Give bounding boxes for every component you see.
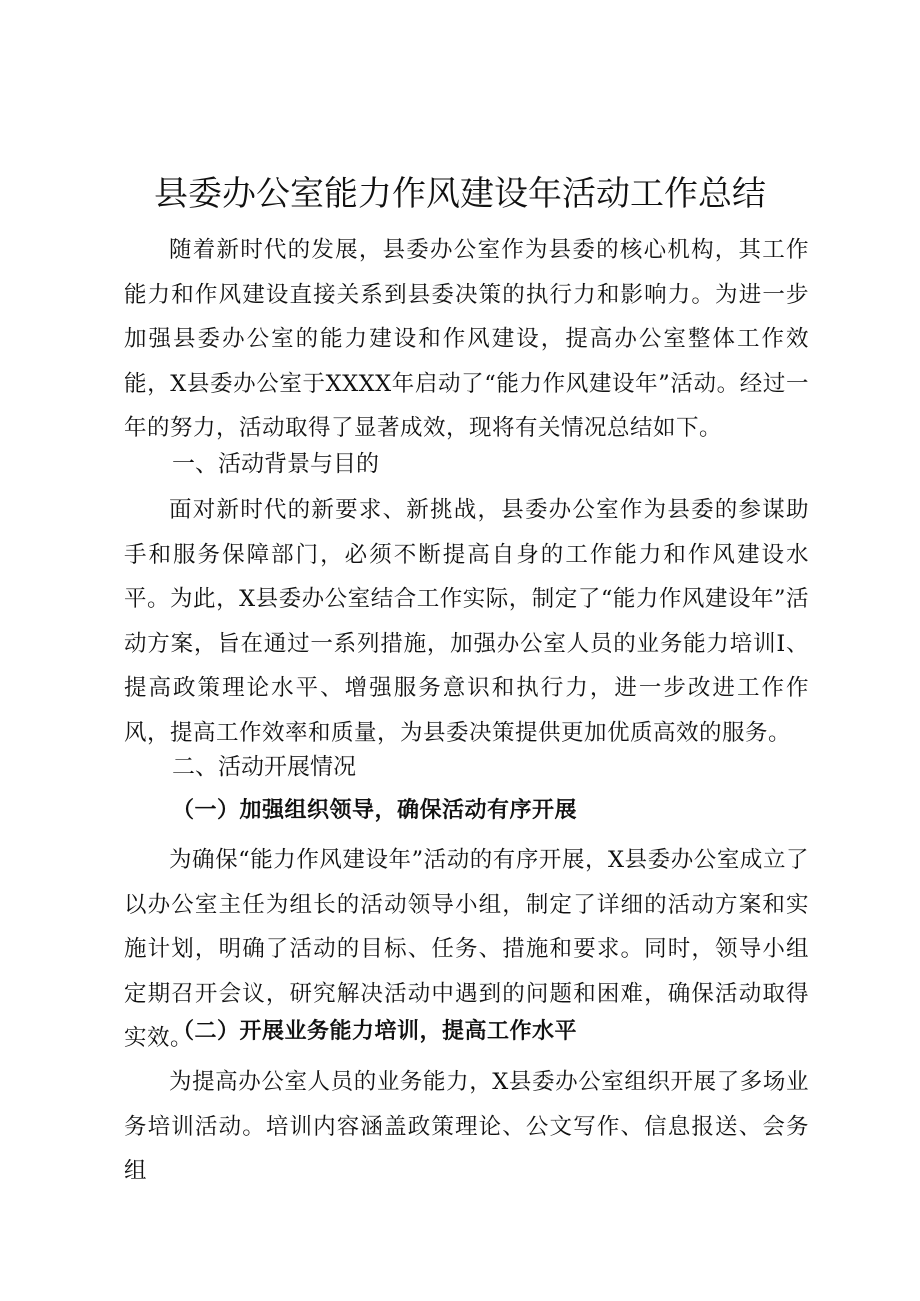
subsection-heading-leadership: （一）加强组织领导，确保活动有序开展 xyxy=(172,797,578,823)
section-heading-activities: 二、活动开展情况 xyxy=(172,754,356,780)
section-heading-background: 一、活动背景与目的 xyxy=(172,451,379,477)
document-title: 县委办公室能力作风建设年活动工作总结 xyxy=(154,174,766,214)
training-paragraph: 为提高办公室人员的业务能力，X县委办公室组织开展了多场业务培训活动。培训内容涵盖政策理论、公文写作、信息报送、会务组 xyxy=(124,1069,809,1185)
intro-paragraph: 随着新时代的发展，县委办公室作为县委的核心机构，其工作能力和作风建设直接关系到县委决策的执行力和影响力。为进一步加强县委办公室的能力建设和作风建设，提高办公室整体工作效能，X县委办公室于XXXX年启动了“能力作风建设年”活动。经过一年的努力，活动取得了显著成效，现将有关情况总结如下。 xyxy=(124,237,809,442)
subsection-heading-training: （二）开展业务能力培训，提高工作水平 xyxy=(172,1018,578,1044)
leadership-paragraph: 为确保“能力作风建设年”活动的有序开展，X县委办公室成立了以办公室主任为组长的活动领导小组，制定了详细的活动方案和实施计划，明确了活动的目标、任务、措施和要求。同时，领导小组定期召开会议，研究解决活动中遇到的问题和困难，确保活动取得实效。 xyxy=(124,847,809,1052)
background-paragraph: 面对新时代的新要求、新挑战，县委办公室作为县委的参谋助手和服务保障部门，必须不断提高自身的工作能力和作风建设水平。为此，X县委办公室结合工作实际，制定了“能力作风建设年”活动方案，旨在通过一系列措施，加强办公室人员的业务能力培训I、提高政策理论水平、增强服务意识和执行力，进一步改进工作作风，提高工作效率和质量，为县委决策提供更加优质高效的服务。 xyxy=(124,497,809,746)
